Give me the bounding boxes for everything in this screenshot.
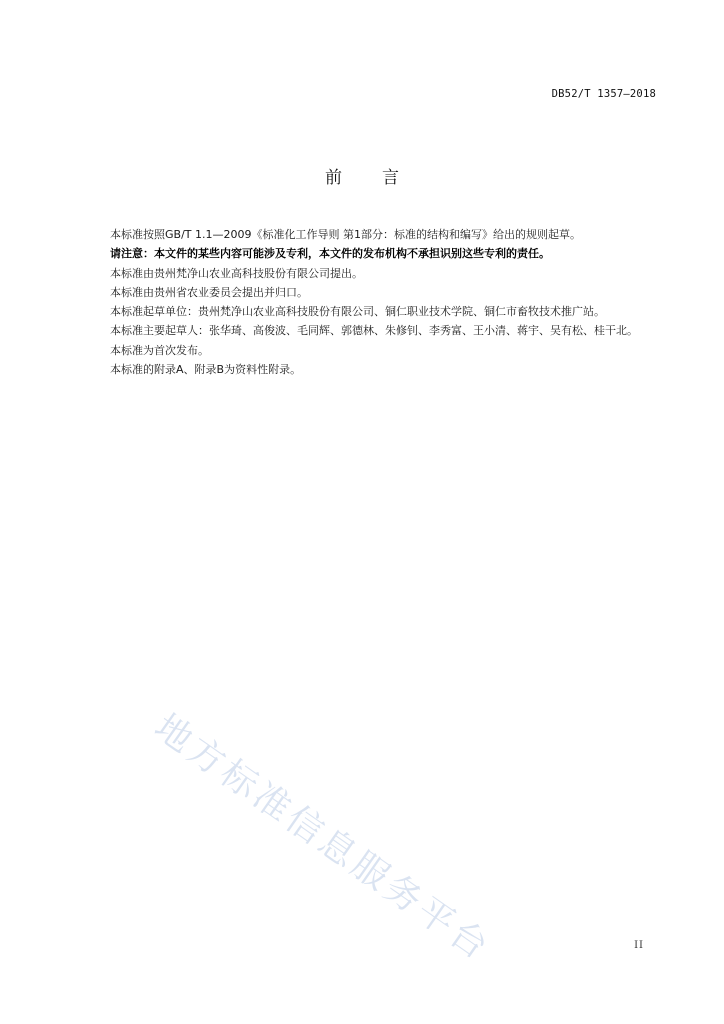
paragraph-proposer: 本标准由贵州梵净山农业高科技股份有限公司提出。 — [110, 266, 363, 280]
paragraph-drafting-units: 本标准起草单位：贵州梵净山农业高科技股份有限公司、铜仁职业技术学院、铜仁市畜牧技术推广站。 — [110, 305, 605, 319]
paragraph-drafting-rules: 本标准按照GB/T 1.1—2009《标准化工作导则 第1部分：标准的结构和编写》给出的规则起草。 — [110, 228, 581, 241]
paragraph-first-release: 本标准为首次发布。 — [110, 343, 209, 357]
watermark: 地方标准信息服务平台 — [146, 706, 499, 970]
paragraph-drafters: 本标准主要起草人：张华琦、高俊波、毛同辉、郭德林、朱修钊、李秀富、王小清、蒋宇、吴有松、桂干北。 — [110, 324, 638, 338]
paragraph-appendices: 本标准的附录A、附录B为资料性附录。 — [110, 363, 302, 377]
paragraph-administrator: 本标准由贵州省农业委员会提出并归口。 — [110, 285, 308, 299]
page-number: II — [634, 940, 644, 951]
foreword-body — [88, 225, 648, 379]
standard-code: DB52/T 1357—2018 — [551, 88, 656, 100]
page-title: 前言 — [325, 168, 439, 188]
paragraph-patent-notice: 请注意：本文件的某些内容可能涉及专利，本文件的发布机构不承担识别这些专利的责任。 — [110, 247, 550, 261]
